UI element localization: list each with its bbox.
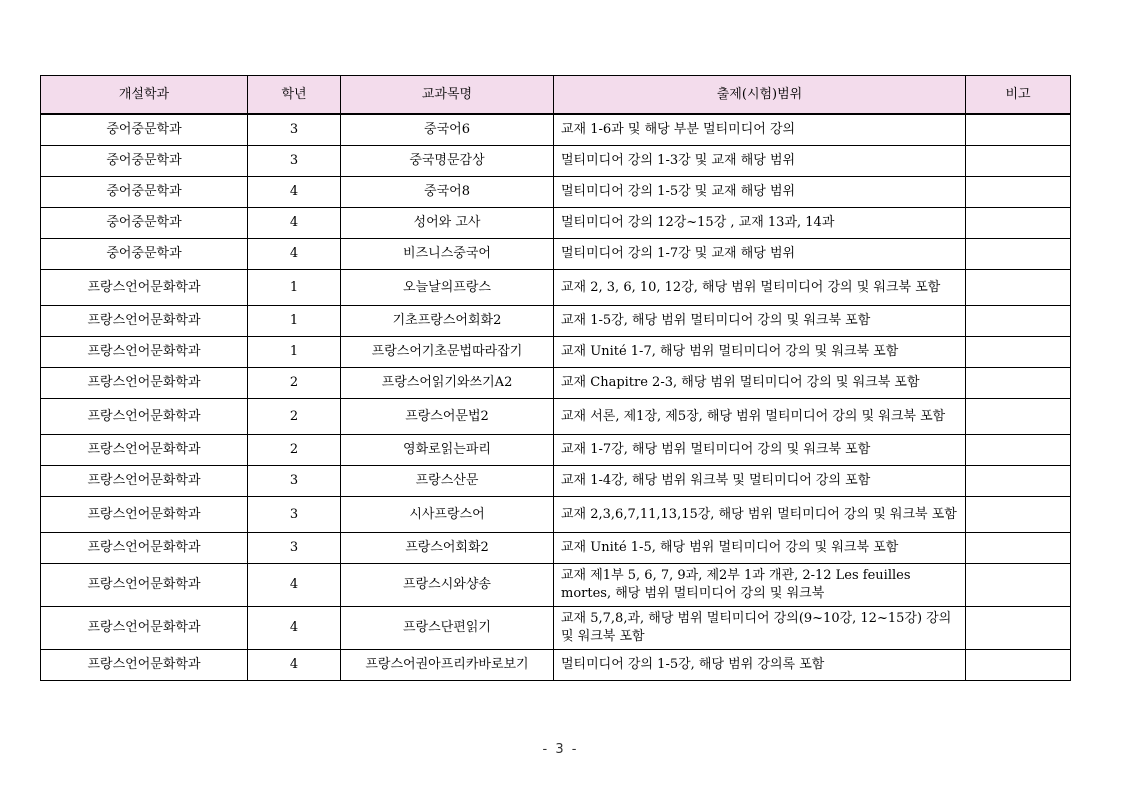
exam-range-table	[40, 75, 1071, 681]
course-name-cell: 프랑스산문	[341, 466, 554, 497]
year-cell: 2	[248, 368, 341, 399]
year-cell: 1	[248, 306, 341, 337]
note-cell	[966, 239, 1071, 270]
course-name-cell: 중국어6	[341, 114, 554, 146]
exam-range-cell: 교재 1-7강, 해당 범위 멀티미디어 강의 및 워크북 포함	[554, 435, 966, 466]
table-row	[41, 435, 1071, 466]
year-cell: 4	[248, 208, 341, 239]
department-cell: 프랑스언어문화학과	[41, 399, 248, 435]
header-department: 개설학과	[41, 76, 248, 115]
department-cell: 프랑스언어문화학과	[41, 306, 248, 337]
table-row	[41, 399, 1071, 435]
exam-range-cell: 교재 1-5강, 해당 범위 멀티미디어 강의 및 워크북 포함	[554, 306, 966, 337]
note-cell	[966, 564, 1071, 607]
note-cell	[966, 399, 1071, 435]
department-cell: 프랑스언어문화학과	[41, 337, 248, 368]
department-cell: 중어중문학과	[41, 239, 248, 270]
table-row	[41, 208, 1071, 239]
course-name-cell: 프랑스어회화2	[341, 533, 554, 564]
department-cell: 프랑스언어문화학과	[41, 368, 248, 399]
year-cell: 3	[248, 466, 341, 497]
year-cell: 3	[248, 533, 341, 564]
exam-range-cell: 교재 Unité 1-7, 해당 범위 멀티미디어 강의 및 워크북 포함	[554, 337, 966, 368]
table-body	[41, 114, 1071, 681]
note-cell	[966, 114, 1071, 146]
course-name-cell: 프랑스어문법2	[341, 399, 554, 435]
table-row	[41, 239, 1071, 270]
department-cell: 프랑스언어문화학과	[41, 270, 248, 306]
year-cell: 4	[248, 607, 341, 650]
department-cell: 프랑스언어문화학과	[41, 650, 248, 681]
header-course-name: 교과목명	[341, 76, 554, 115]
exam-range-cell: 교재 2, 3, 6, 10, 12강, 해당 범위 멀티미디어 강의 및 워크북 포함	[554, 270, 966, 306]
exam-range-cell: 교재 Chapitre 2-3, 해당 범위 멀티미디어 강의 및 워크북 포함	[554, 368, 966, 399]
table-row	[41, 368, 1071, 399]
table-row	[41, 497, 1071, 533]
note-cell	[966, 177, 1071, 208]
year-cell: 4	[248, 177, 341, 208]
note-cell	[966, 146, 1071, 177]
table-row	[41, 270, 1071, 306]
course-name-cell: 시사프랑스어	[341, 497, 554, 533]
course-name-cell: 영화로읽는파리	[341, 435, 554, 466]
table-row	[41, 650, 1071, 681]
table-row	[41, 607, 1071, 650]
exam-range-cell: 멀티미디어 강의 12강~15강 , 교재 13과, 14과	[554, 208, 966, 239]
table-row	[41, 533, 1071, 564]
year-cell: 3	[248, 497, 341, 533]
exam-range-cell: 교재 Unité 1-5, 해당 범위 멀티미디어 강의 및 워크북 포함	[554, 533, 966, 564]
course-name-cell: 프랑스어읽기와쓰기A2	[341, 368, 554, 399]
table-row	[41, 177, 1071, 208]
page-number: - 3 -	[542, 742, 579, 757]
note-cell	[966, 208, 1071, 239]
year-cell: 3	[248, 114, 341, 146]
exam-range-cell: 교재 5,7,8,과, 해당 범위 멀티미디어 강의(9~10강, 12~15강) 강의 및 워크북 포함	[554, 607, 966, 650]
course-name-cell: 중국명문감상	[341, 146, 554, 177]
note-cell	[966, 368, 1071, 399]
course-name-cell: 프랑스시와샹송	[341, 564, 554, 607]
department-cell: 중어중문학과	[41, 146, 248, 177]
exam-range-cell: 교재 2,3,6,7,11,13,15강, 해당 범위 멀티미디어 강의 및 워크북 포함	[554, 497, 966, 533]
exam-range-cell: 멀티미디어 강의 1-5강, 해당 범위 강의록 포함	[554, 650, 966, 681]
exam-range-cell: 멀티미디어 강의 1-7강 및 교재 해당 범위	[554, 239, 966, 270]
exam-range-cell: 교재 제1부 5, 6, 7, 9과, 제2부 1과 개관, 2-12 Les feuilles mortes, 해당 범위 멀티미디어 강의 및 워크북	[554, 564, 966, 607]
table-row	[41, 146, 1071, 177]
note-cell	[966, 607, 1071, 650]
table-row	[41, 564, 1071, 607]
department-cell: 중어중문학과	[41, 208, 248, 239]
year-cell: 1	[248, 270, 341, 306]
table-header-row	[41, 76, 1071, 115]
department-cell: 중어중문학과	[41, 114, 248, 146]
department-cell: 프랑스언어문화학과	[41, 533, 248, 564]
course-name-cell: 프랑스단편읽기	[341, 607, 554, 650]
year-cell: 1	[248, 337, 341, 368]
exam-range-cell: 교재 1-4강, 해당 범위 워크북 및 멀티미디어 강의 포함	[554, 466, 966, 497]
table-row	[41, 306, 1071, 337]
year-cell: 4	[248, 650, 341, 681]
table-row	[41, 337, 1071, 368]
note-cell	[966, 337, 1071, 368]
note-cell	[966, 497, 1071, 533]
note-cell	[966, 306, 1071, 337]
note-cell	[966, 270, 1071, 306]
course-name-cell: 중국어8	[341, 177, 554, 208]
header-year: 학년	[248, 76, 341, 115]
department-cell: 프랑스언어문화학과	[41, 435, 248, 466]
department-cell: 프랑스언어문화학과	[41, 607, 248, 650]
note-cell	[966, 533, 1071, 564]
year-cell: 2	[248, 435, 341, 466]
course-name-cell: 성어와 고사	[341, 208, 554, 239]
note-cell	[966, 435, 1071, 466]
course-name-cell: 비즈니스중국어	[341, 239, 554, 270]
table-row	[41, 466, 1071, 497]
course-name-cell: 오늘날의프랑스	[341, 270, 554, 306]
year-cell: 4	[248, 239, 341, 270]
exam-range-table-container	[40, 75, 1070, 681]
exam-range-cell: 교재 서론, 제1장, 제5장, 해당 범위 멀티미디어 강의 및 워크북 포함	[554, 399, 966, 435]
department-cell: 프랑스언어문화학과	[41, 497, 248, 533]
department-cell: 프랑스언어문화학과	[41, 564, 248, 607]
year-cell: 3	[248, 146, 341, 177]
year-cell: 4	[248, 564, 341, 607]
course-name-cell: 기초프랑스어회화2	[341, 306, 554, 337]
department-cell: 프랑스언어문화학과	[41, 466, 248, 497]
header-exam-range: 출제(시험)범위	[554, 76, 966, 115]
course-name-cell: 프랑스어권아프리카바로보기	[341, 650, 554, 681]
exam-range-cell: 멀티미디어 강의 1-3강 및 교재 해당 범위	[554, 146, 966, 177]
note-cell	[966, 650, 1071, 681]
year-cell: 2	[248, 399, 341, 435]
note-cell	[966, 466, 1071, 497]
exam-range-cell: 멀티미디어 강의 1-5강 및 교재 해당 범위	[554, 177, 966, 208]
exam-range-cell: 교재 1-6과 및 해당 부분 멀티미디어 강의	[554, 114, 966, 146]
table-row	[41, 114, 1071, 146]
header-note: 비고	[966, 76, 1071, 115]
department-cell: 중어중문학과	[41, 177, 248, 208]
course-name-cell: 프랑스어기초문법따라잡기	[341, 337, 554, 368]
